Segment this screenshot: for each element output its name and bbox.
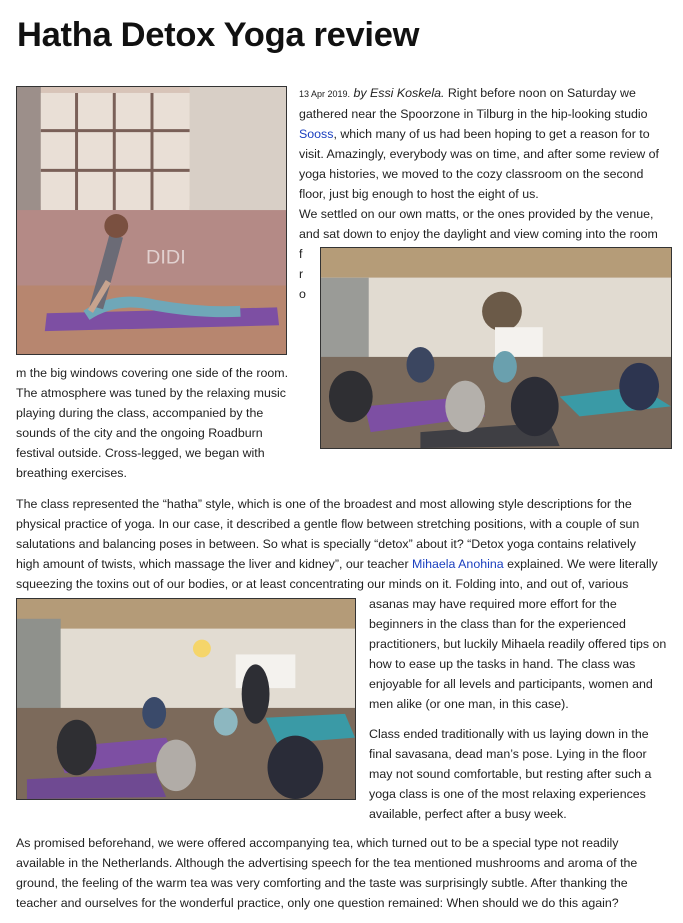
intro-line-5: yoga histories, we moved to the cozy classroom on the second xyxy=(299,167,644,181)
teacher-link[interactable]: Mihaela Anohina xyxy=(412,557,504,571)
p3-line-10: enjoyable for all levels and participants, women and xyxy=(369,677,653,691)
p3-line-5: squeezing the toxins out of our bodies, or at least concentrating our minds on it. Folding into, and out of, various xyxy=(16,577,629,591)
p2-line-7: festival outside. Cross-legged, we began with xyxy=(16,446,265,460)
p4-line-4: yoga class is one of the most relaxing experiences xyxy=(369,787,646,801)
photo-class-seated xyxy=(320,247,672,449)
p5-line-2: available in the Netherlands. Although the advertising speech for the tea mentioned mushrooms and aroma of the xyxy=(16,856,638,870)
p3-line-9: how to ease up the tasks in hand. The class was xyxy=(369,657,636,671)
p4-line-1: Class ended traditionally with us laying down in the xyxy=(369,727,649,741)
article-title: Hatha Detox Yoga review xyxy=(17,16,420,54)
p2-letter-o: o xyxy=(299,287,306,301)
p3-line-7: beginners in the class than for the experienced xyxy=(369,617,626,631)
p3-line-1: The class represented the “hatha” style, which is one of the broadest and most allowing style descriptions for the xyxy=(16,497,632,511)
p2-line-5: playing during the class, accompanied by the xyxy=(16,406,264,420)
p3-line-3: salutations and balancing poses in between. So what is specially “detox” about it? “Detox yoga contains relatively xyxy=(16,537,636,551)
p2-letter-r: r xyxy=(299,267,304,281)
p2-line-8: breathing exercises. xyxy=(16,466,127,480)
p2-line-1: We settled on our own matts, or the ones provided by the venue, xyxy=(299,207,654,221)
p5-line-1: As promised beforehand, we were offered accompanying tea, which turned out to be a special type not readily xyxy=(16,836,619,850)
intro-line-3: , which many of us had been hoping to get a reason for to xyxy=(333,127,650,141)
p5-line-4: teacher and ourselves for the wonderful practice, only one question remained: When should we do this again? xyxy=(16,896,619,910)
p3-line-4b: explained. We were literally xyxy=(503,557,658,571)
photo1-watermark: DIDI xyxy=(146,246,186,269)
p3-line-2: physical practice of yoga. In our case, it described a gentle flow between stretching positions, with a couple of sun xyxy=(16,517,640,531)
intro-line-6: floor, just big enough to host the eight of us. xyxy=(299,187,539,201)
paragraph-5 xyxy=(16,833,676,913)
p2-letter-f: f xyxy=(299,247,303,261)
intro-line-2: gathered near the Spoorzone in Tilburg in the hip-looking studio xyxy=(299,107,648,121)
p3-line-11: men alike (or one man, in this case). xyxy=(369,697,569,711)
intro-line-4: visit. Amazingly, everybody was on time, and after some review of xyxy=(299,147,659,161)
p2-line-6: sounds of the city and the ongoing Roadburn xyxy=(16,426,263,440)
article-byline: by Essi Koskela. xyxy=(353,86,445,100)
paragraph-3-continued xyxy=(369,594,679,714)
p3-line-6: asanas may have required more effort for the xyxy=(369,597,617,611)
p4-line-3: may not sound comfortable, but resting after such a xyxy=(369,767,652,781)
article-date: 13 Apr 2019. xyxy=(299,89,351,99)
p4-line-2: final savasana, dead man’s pose. Lying in the floor xyxy=(369,747,647,761)
paragraph-2-continued xyxy=(16,363,316,483)
photo-cobra-pose xyxy=(16,86,287,355)
paragraph-3 xyxy=(16,494,676,594)
intro-line-1: Right before noon on Saturday we xyxy=(444,86,636,100)
p2-line-4: The atmosphere was tuned by the relaxing music xyxy=(16,386,286,400)
p2-line-3: m the big windows covering one side of the room. xyxy=(16,366,289,380)
p3-line-4a: high amount of twists, which massage the liver and kidney”, our teacher xyxy=(16,557,413,571)
p5-line-3: ground, the feeling of the warm tea was very comforting and the taste was surprisingly subtle. After thanking the xyxy=(16,876,628,890)
p3-line-8: practitioners, but luckily Mihaela readily offered tips on xyxy=(369,637,667,651)
venue-link[interactable]: Sooss xyxy=(299,127,334,141)
photo-teacher-adjusting xyxy=(16,598,356,800)
p2-line-2: and sat down to enjoy the daylight and view coming into the room xyxy=(299,227,658,241)
p4-line-5: available, perfect after a busy week. xyxy=(369,807,567,821)
paragraph-4 xyxy=(369,724,679,824)
